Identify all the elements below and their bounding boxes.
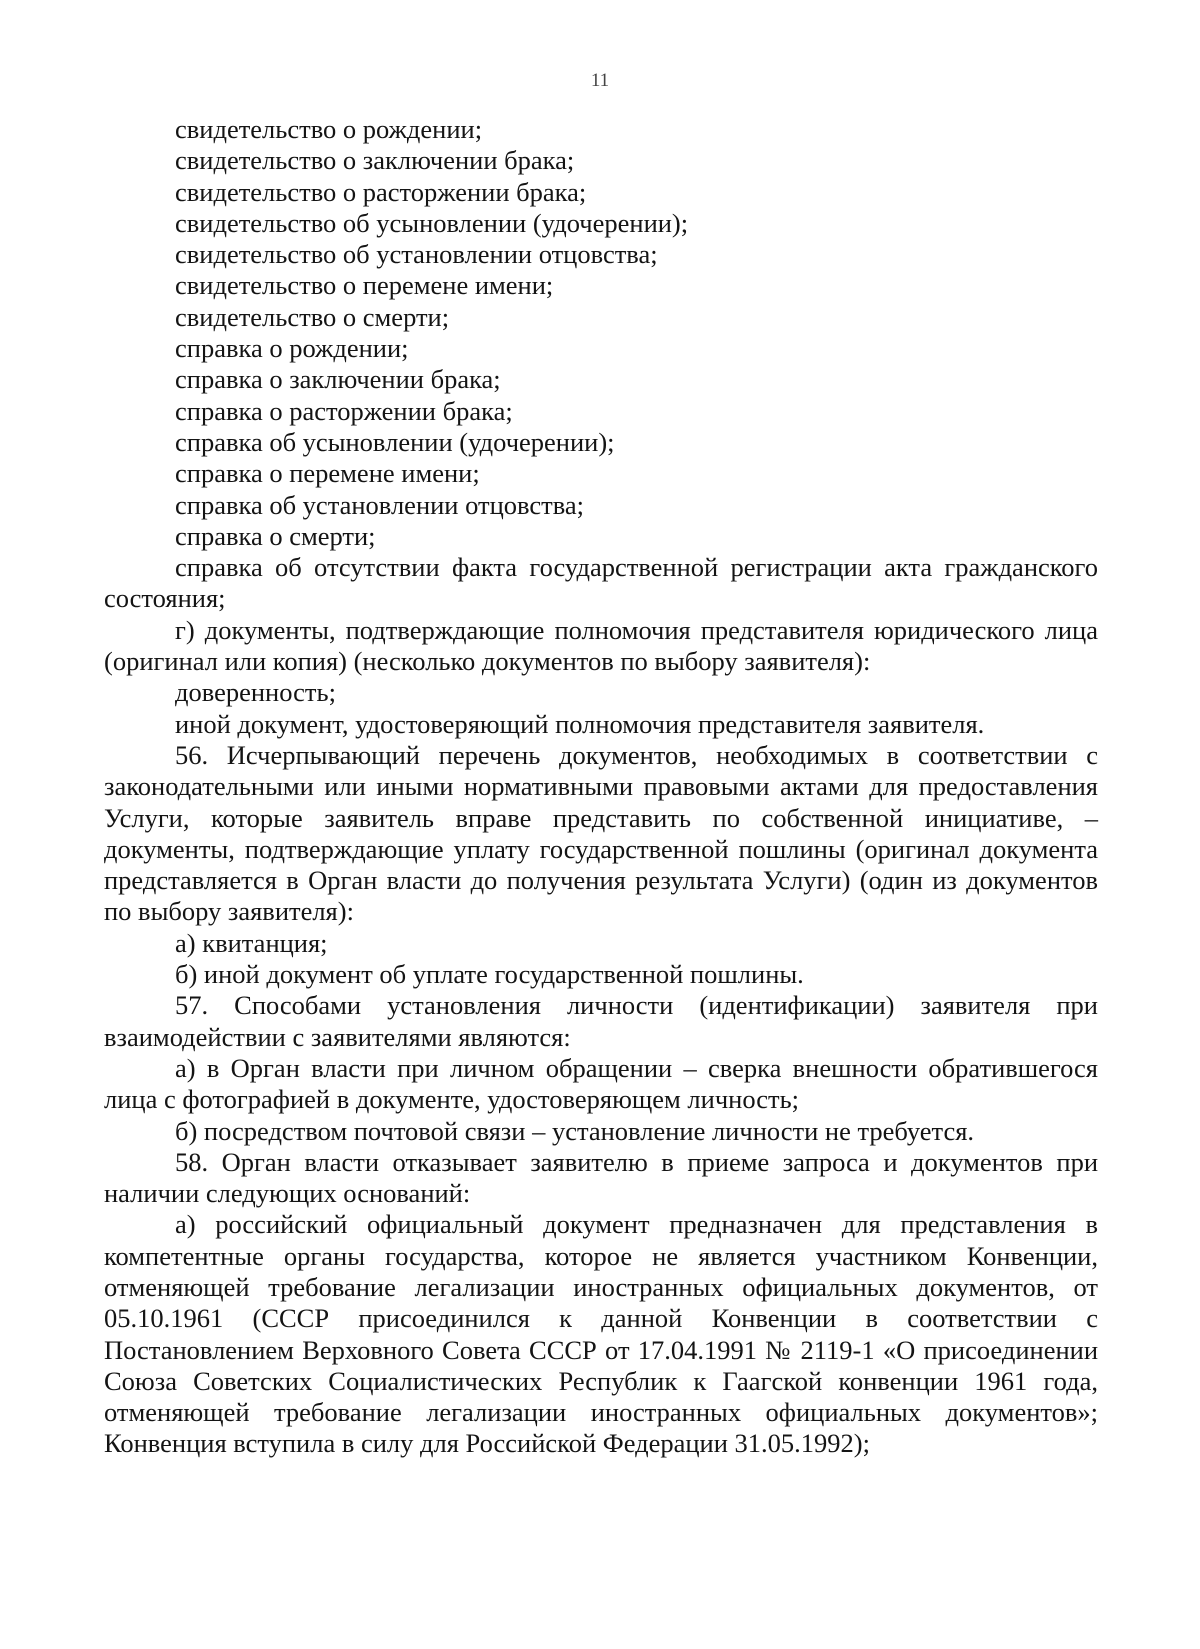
document-body — [104, 114, 1098, 1460]
paragraph-56-a: а) квитанция; — [175, 927, 328, 958]
list-item: справка о перемене имени; — [175, 458, 480, 489]
list-item: свидетельство о смерти; — [175, 301, 450, 332]
list-item-other-document: иной документ, удостоверяющий полномочия представителя заявителя. — [175, 708, 985, 739]
list-item: свидетельство о заключении брака; — [175, 145, 575, 176]
list-item: свидетельство о рождении; — [175, 114, 483, 144]
page-number: 11 — [590, 70, 610, 91]
paragraph-57-a: а) в Орган власти при личном обращении – сверка внешности обратившегося лица с фотографией в документе, удостоверяющем личность; — [104, 1052, 1098, 1115]
paragraph-57: 57. Способами установления личности (идентификации) заявителя при взаимодействии с заявителями являются: — [104, 990, 1098, 1052]
paragraph-absence-certificate: справка об отсутствии факта государственной регистрации акта гражданского состояния; — [104, 552, 1098, 614]
paragraph-56: 56. Исчерпывающий перечень документов, необходимых в соответствии с законодательными или иными нормативными правовыми актами для предоставления Услуги, которые заявитель вправе представить по собственной инициативе, – документы, подтверждающие уплату государственной пошлины (оригинал документа представляется в Орган власти до получения результата Услуги) (один из документов по выбору заявителя): — [104, 739, 1098, 927]
list-item: справка о расторжении брака; — [175, 395, 513, 426]
list-item: справка о заключении брака; — [175, 364, 501, 395]
list-item: свидетельство об усыновлении (удочерении); — [175, 207, 689, 238]
list-item: справка об усыновлении (удочерении); — [175, 426, 615, 457]
paragraph-57-b: б) посредством почтовой связи – установление личности не требуется. — [175, 1115, 975, 1146]
list-item: справка о рождении; — [175, 333, 409, 364]
paragraph-g-documents: г) документы, подтверждающие полномочия представителя юридического лица (оригинал или копия) (несколько документов по выбору заявителя): — [104, 614, 1098, 677]
list-item: свидетельство об установлении отцовства; — [175, 239, 658, 270]
list-item: свидетельство о перемене имени; — [175, 270, 554, 301]
paragraph-58-a: а) российский официальный документ предназначен для представления в компетентные органы государства, которое не является участником Конвенции, отменяющей требование легализации иностранных официальных документов, от 05.10.1961 (СССР присоединился к данной Конвенции в соответствии с Постановлением Верховного Совета СССР от 17.04.1991 № 2119-1 «О присоединении Союза Советских Социалистических Республик к Гаагской конвенции 1961 года, отменяющей требование легализации иностранных официальных документов»; Конвенция вступила в силу для Российской Федерации 31.05.1992); — [104, 1209, 1098, 1459]
list-item: справка об установлении отцовства; — [175, 489, 585, 520]
list-item-power-of-attorney: доверенность; — [175, 677, 336, 708]
list-item: справка о смерти; — [175, 520, 376, 551]
paragraph-56-b: б) иной документ об уплате государственной пошлины. — [175, 959, 804, 990]
certificate-list — [104, 114, 1098, 552]
paragraph-58: 58. Орган власти отказывает заявителю в приеме запроса и документов при наличии следующих оснований: — [104, 1146, 1098, 1209]
list-item: свидетельство о расторжении брака; — [175, 176, 587, 207]
